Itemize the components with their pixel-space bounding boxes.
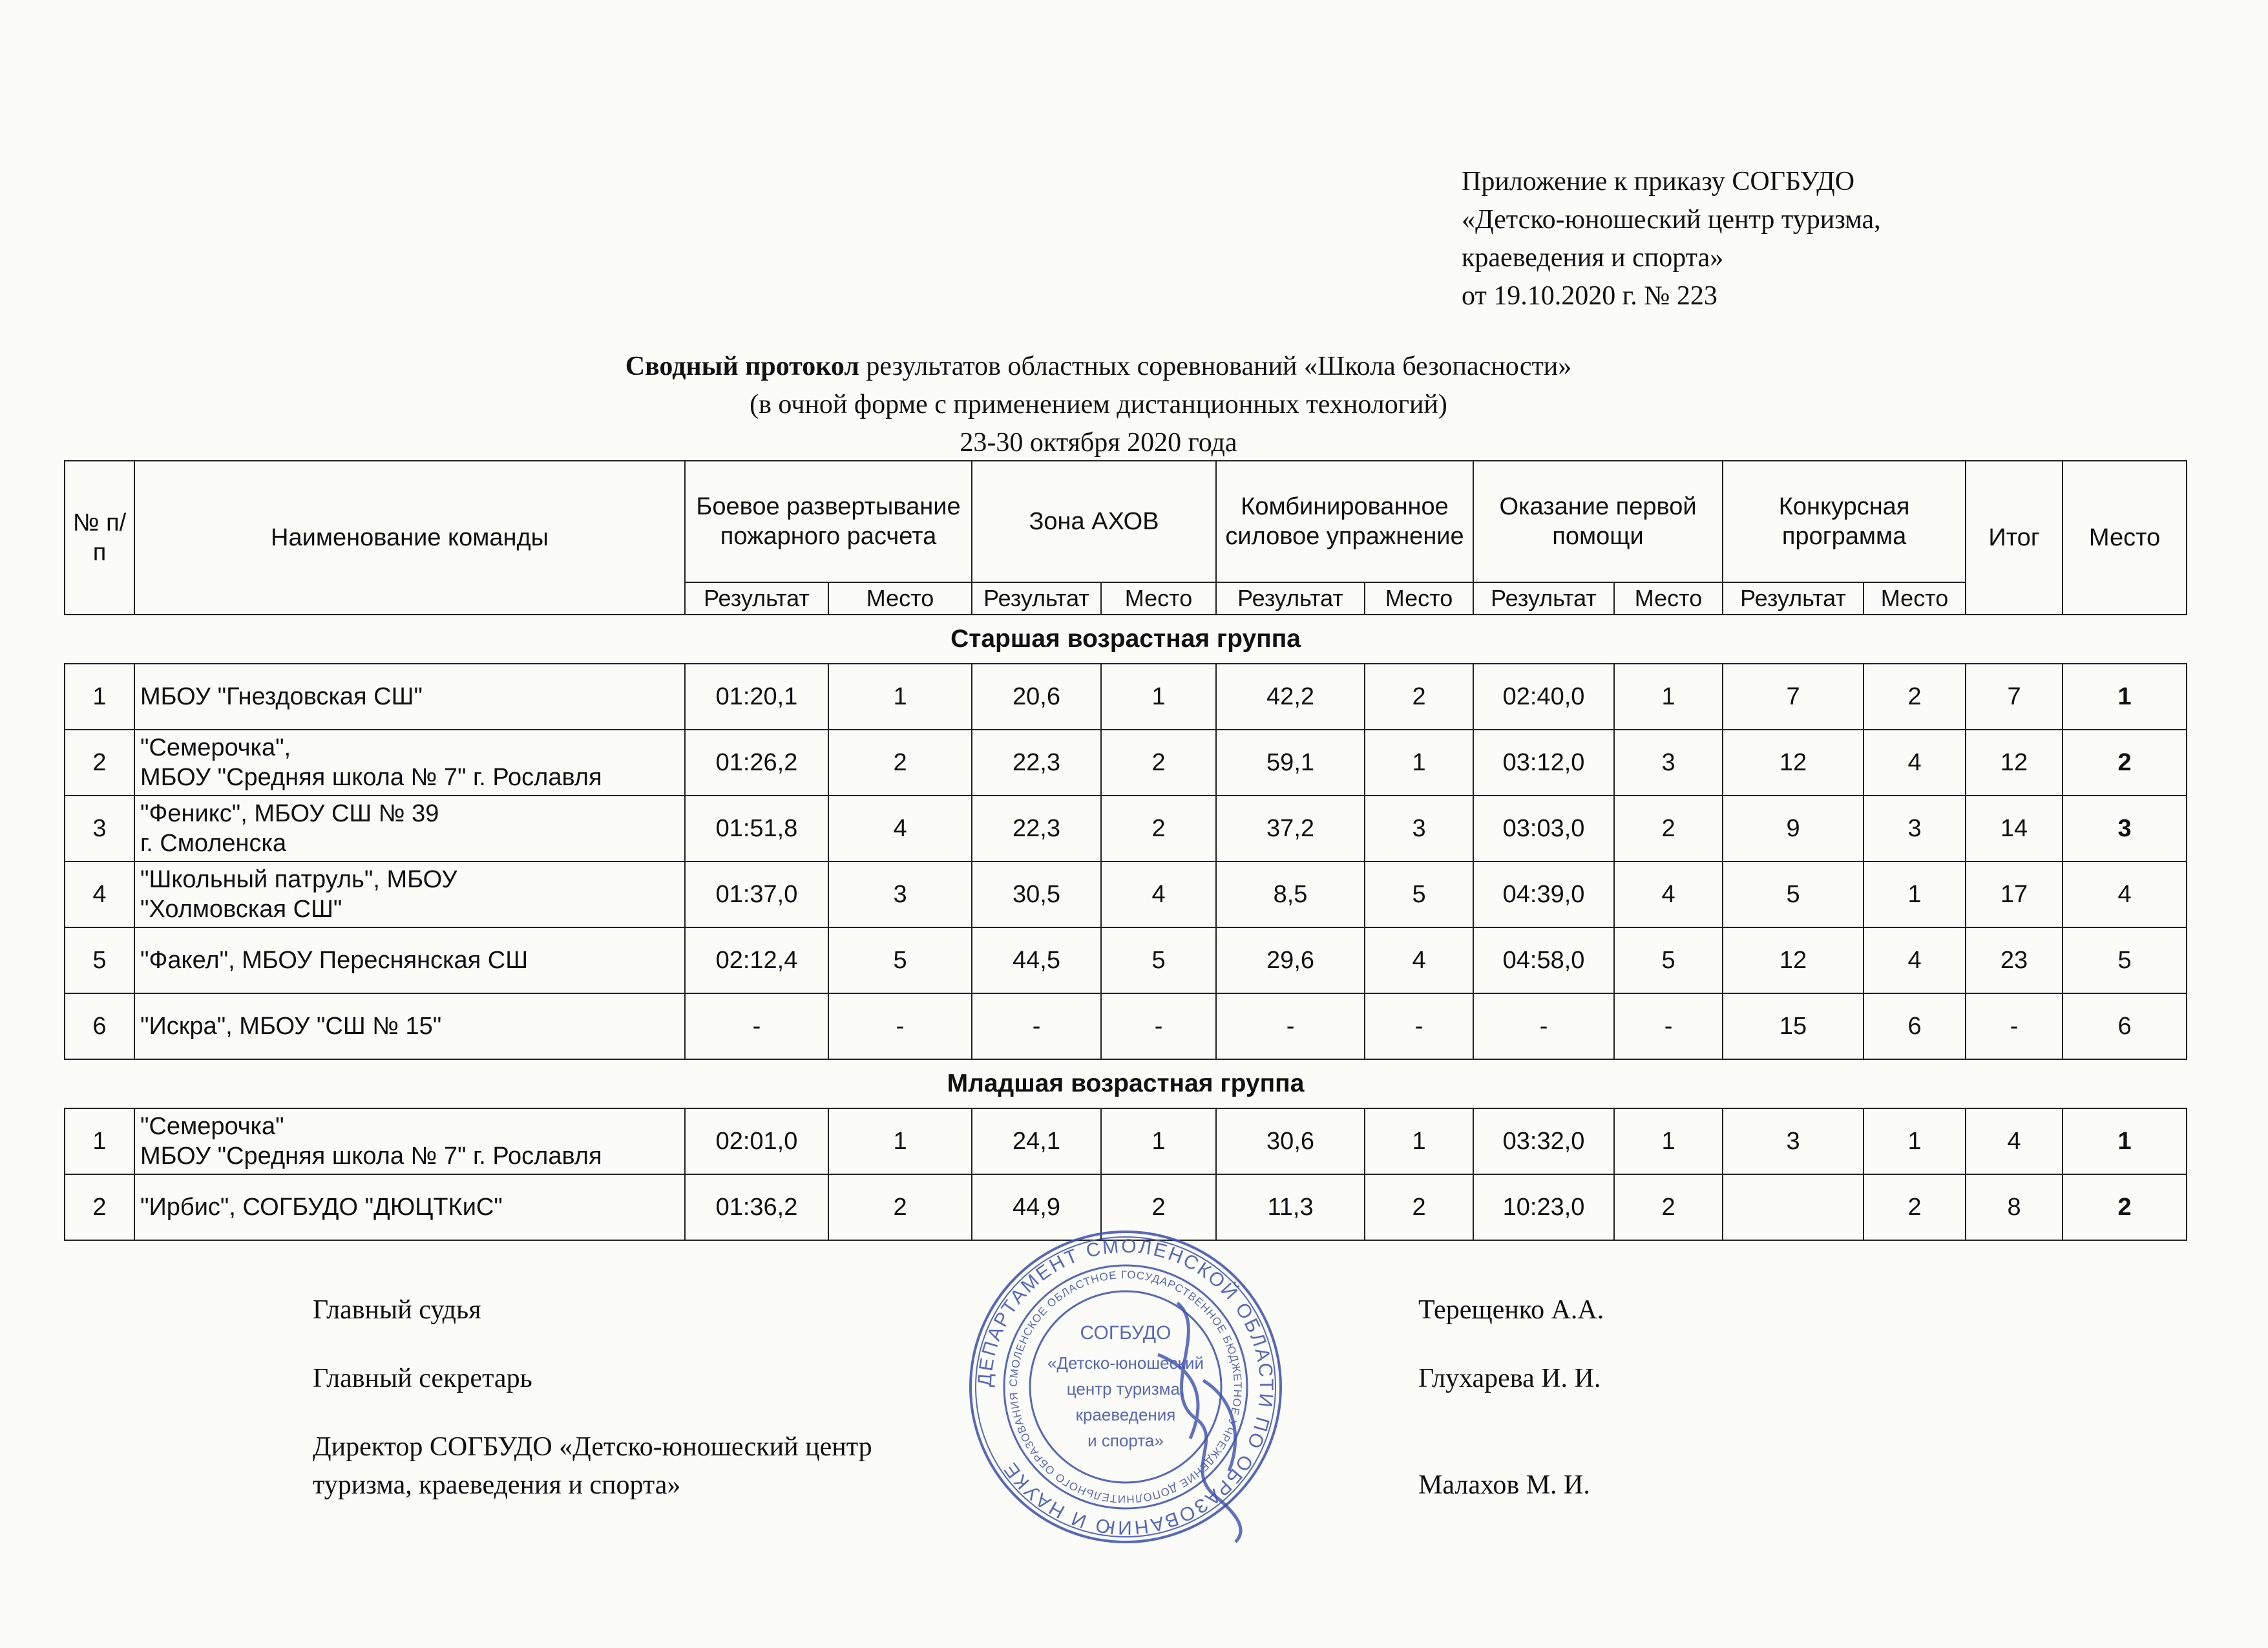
result-cell: 04:39,0 <box>1473 861 1614 927</box>
appendix-line-1: Приложение к приказу СОГБУДО <box>1462 167 1855 196</box>
table-row <box>65 927 2187 993</box>
result-cell: 2 <box>1101 796 1216 861</box>
table-row <box>65 861 2187 927</box>
result-cell <box>1723 1174 1864 1240</box>
result-cell: 10:23,0 <box>1473 1174 1614 1240</box>
result-cell: 1 <box>828 664 972 730</box>
row-number: 5 <box>65 927 134 993</box>
final-place-cell: 5 <box>2063 927 2187 993</box>
result-cell: 12 <box>1966 730 2063 796</box>
result-cell: 11,3 <box>1216 1174 1365 1240</box>
result-cell: 3 <box>828 861 972 927</box>
result-cell: 1 <box>1101 664 1216 730</box>
result-cell: 4 <box>1101 861 1216 927</box>
team-name <box>134 664 685 730</box>
header-stage-2: Зона АХОВ <box>972 461 1216 582</box>
team-name <box>134 1108 685 1174</box>
result-cell: 7 <box>1966 664 2063 730</box>
result-cell: - <box>1473 993 1614 1059</box>
result-cell: - <box>1101 993 1216 1059</box>
row-number: 3 <box>65 796 134 861</box>
team-name-line-1: "Семерочка" <box>140 1113 284 1140</box>
result-cell: 03:03,0 <box>1473 796 1614 861</box>
team-name <box>134 861 685 927</box>
result-cell: 4 <box>828 796 972 861</box>
result-cell: 2 <box>1365 1174 1473 1240</box>
title-line-3: 23-30 октября 2020 года <box>960 428 1237 458</box>
final-place-cell: 1 <box>2063 1108 2187 1174</box>
result-cell: 01:26,2 <box>685 730 828 796</box>
stamp-center-line-5: и спорта» <box>1087 1431 1164 1450</box>
result-cell: 01:51,8 <box>685 796 828 861</box>
result-cell: 8 <box>1966 1174 2063 1240</box>
subheader-place: Место <box>1614 582 1723 615</box>
result-cell: 5 <box>1365 861 1473 927</box>
result-cell: 9 <box>1723 796 1864 861</box>
header-num: № п/п <box>65 461 134 615</box>
result-cell: 59,1 <box>1216 730 1365 796</box>
result-cell: - <box>972 993 1101 1059</box>
result-cell: 2 <box>828 730 972 796</box>
result-cell: 2 <box>1614 1174 1723 1240</box>
final-place-cell: 1 <box>2063 664 2187 730</box>
result-cell: 22,3 <box>972 796 1101 861</box>
result-cell: 02:40,0 <box>1473 664 1614 730</box>
result-cell: 1 <box>1365 730 1473 796</box>
result-cell: 1 <box>828 1108 972 1174</box>
team-name-line-1: "Искра", МБОУ "СШ № 15" <box>140 1013 442 1040</box>
subheader-result: Результат <box>1473 582 1614 615</box>
subheader-result: Результат <box>972 582 1101 615</box>
result-cell: 42,2 <box>1216 664 1365 730</box>
result-cell: 1 <box>1614 1108 1723 1174</box>
team-name <box>134 730 685 796</box>
header-stage-4: Оказание первой помощи <box>1473 461 1723 582</box>
result-cell: 29,6 <box>1216 927 1365 993</box>
header-stage-1: Боевое развертывание пожарного расчета <box>685 461 972 582</box>
subheader-place: Место <box>1365 582 1473 615</box>
result-cell: 22,3 <box>972 730 1101 796</box>
result-cell: 3 <box>1864 796 1966 861</box>
result-cell: 14 <box>1966 796 2063 861</box>
stamp-center-line-4: краеведения <box>1075 1405 1176 1424</box>
result-cell: 44,5 <box>972 927 1101 993</box>
result-cell: 30,5 <box>972 861 1101 927</box>
chief-secretary-name: Глухарева И. И. <box>1418 1364 1601 1393</box>
chief-secretary-label: Главный секретарь <box>313 1364 532 1393</box>
appendix-line-2: «Детско-юношеский центр туризма, <box>1462 205 1881 235</box>
stamp-center-line-1: СОГБУДО <box>1080 1322 1171 1344</box>
result-cell: 4 <box>1966 1108 2063 1174</box>
table-row <box>65 993 2187 1059</box>
result-cell: 6 <box>1864 993 1966 1059</box>
result-cell: 2 <box>1101 730 1216 796</box>
result-cell: 44,9 <box>972 1174 1101 1240</box>
result-cell: 2 <box>1614 796 1723 861</box>
result-cell: 12 <box>1723 730 1864 796</box>
official-stamp <box>964 1225 1287 1548</box>
team-name-line-2: МБОУ "Средняя школа № 7" г. Рославля <box>140 1143 602 1170</box>
table-row <box>65 664 2187 730</box>
result-cell: 4 <box>1614 861 1723 927</box>
result-cell: 03:32,0 <box>1473 1108 1614 1174</box>
subheader-place: Место <box>1101 582 1216 615</box>
result-cell: 01:36,2 <box>685 1174 828 1240</box>
team-name-line-1: МБОУ "Гнездовская СШ" <box>140 683 423 710</box>
result-cell: 02:12,4 <box>685 927 828 993</box>
table-row <box>65 796 2187 861</box>
result-cell: - <box>1966 993 2063 1059</box>
result-cell: 12 <box>1723 927 1864 993</box>
appendix-block <box>1462 163 2043 315</box>
subheader-result: Результат <box>1723 582 1864 615</box>
final-place-cell: 2 <box>2063 1174 2187 1240</box>
team-name-line-1: "Феникс", МБОУ СШ № 39 <box>140 800 439 827</box>
result-cell: 7 <box>1723 664 1864 730</box>
result-cell: 8,5 <box>1216 861 1365 927</box>
stamp-ring-text: ДЕПАРТАМЕНТ СМОЛЕНСКОЙ ОБЛАСТИ ПО ОБРАЗОВАНИЮ И НАУКЕ <box>974 1235 1277 1539</box>
title-bold: Сводный протокол <box>625 352 859 381</box>
result-cell: 01:37,0 <box>685 861 828 927</box>
row-number: 2 <box>65 730 134 796</box>
team-name <box>134 927 685 993</box>
junior-group-title: Младшая возрастная группа <box>65 1059 2187 1108</box>
result-cell: 3 <box>1365 796 1473 861</box>
team-name-line-2: "Холмовская СШ" <box>140 896 342 923</box>
result-cell: 02:01,0 <box>685 1108 828 1174</box>
header-total: Итог <box>1966 461 2063 615</box>
team-name-line-1: "Семерочка", <box>140 734 291 761</box>
result-cell: 5 <box>828 927 972 993</box>
team-name <box>134 1174 685 1240</box>
result-cell: 24,1 <box>972 1108 1101 1174</box>
result-cell: 2 <box>1365 664 1473 730</box>
result-cell: - <box>1365 993 1473 1059</box>
title-line-1 <box>0 348 2197 386</box>
header-stage-3: Комбинированное силовое упражнение <box>1216 461 1473 582</box>
result-cell: 01:20,1 <box>685 664 828 730</box>
result-cell: 37,2 <box>1216 796 1365 861</box>
team-name <box>134 993 685 1059</box>
team-name-line-2: г. Смоленска <box>140 830 287 857</box>
director-label-line-2: туризма, краеведения и спорта» <box>313 1470 681 1500</box>
subheader-place: Место <box>1864 582 1966 615</box>
appendix-line-4: от 19.10.2020 г. № 223 <box>1462 281 1717 311</box>
result-cell: 1 <box>1864 1108 1966 1174</box>
title-rest: результатов областных соревнований «Школа безопасности» <box>859 352 1572 381</box>
chief-judge-name: Терещенко А.А. <box>1418 1295 1604 1325</box>
stamp-center-line-2: «Детско-юношеский <box>1047 1353 1204 1373</box>
result-cell: 30,6 <box>1216 1108 1365 1174</box>
result-cell: 1 <box>1864 861 1966 927</box>
result-cell: 2 <box>1864 664 1966 730</box>
subheader-result: Результат <box>685 582 828 615</box>
final-place-cell: 2 <box>2063 730 2187 796</box>
stamp-inner-ring-text: СМОЛЕНСКОЕ ОБЛАСТНОЕ ГОСУДАРСТВЕННОЕ БЮДЖЕТНОЕ УЧРЕЖДЕНИЕ ДОПОЛНИТЕЛЬНОГО ОБРАЗОВАНИЯ <box>1007 1268 1244 1506</box>
team-name-line-2: МБОУ "Средняя школа № 7" г. Рославля <box>140 764 602 791</box>
header-stage-5: Конкурсная программа <box>1723 461 1966 582</box>
chief-judge-label: Главный судья <box>313 1295 481 1325</box>
result-cell: 1 <box>1614 664 1723 730</box>
team-name <box>134 796 685 861</box>
row-number: 1 <box>65 664 134 730</box>
director-name: Малахов М. И. <box>1418 1470 1590 1500</box>
result-cell: 2 <box>1101 1174 1216 1240</box>
result-cell: 4 <box>1864 730 1966 796</box>
result-cell: 4 <box>1365 927 1473 993</box>
row-number: 2 <box>65 1174 134 1240</box>
stamp-center-line-3: центр туризма, <box>1066 1379 1185 1399</box>
result-cell: 17 <box>1966 861 2063 927</box>
row-number: 6 <box>65 993 134 1059</box>
result-cell: 2 <box>828 1174 972 1240</box>
result-cell: 04:58,0 <box>1473 927 1614 993</box>
result-cell: - <box>828 993 972 1059</box>
final-place-cell: 4 <box>2063 861 2187 927</box>
final-place-cell: 3 <box>2063 796 2187 861</box>
header-team-name: Наименование команды <box>134 461 685 615</box>
result-cell: 15 <box>1723 993 1864 1059</box>
result-cell: 03:12,0 <box>1473 730 1614 796</box>
final-place-cell: 6 <box>2063 993 2187 1059</box>
subheader-result: Результат <box>1216 582 1365 615</box>
result-cell: - <box>1216 993 1365 1059</box>
result-cell: 4 <box>1864 927 1966 993</box>
senior-group-title: Старшая возрастная группа <box>65 615 2187 664</box>
results-table <box>64 460 2187 1241</box>
team-name-line-1: "Ирбис", СОГБУДО "ДЮЦТКиС" <box>140 1194 503 1221</box>
table-row <box>65 730 2187 796</box>
result-cell: 3 <box>1614 730 1723 796</box>
result-cell: 1 <box>1365 1108 1473 1174</box>
result-cell: 3 <box>1723 1108 1864 1174</box>
result-cell: - <box>1614 993 1723 1059</box>
header-place: Место <box>2063 461 2187 615</box>
result-cell: 20,6 <box>972 664 1101 730</box>
result-cell: 2 <box>1864 1174 1966 1240</box>
result-cell: 1 <box>1101 1108 1216 1174</box>
team-name-line-1: "Факел", МБОУ Переснянская СШ <box>140 947 529 974</box>
table-row <box>65 1108 2187 1174</box>
row-number: 4 <box>65 861 134 927</box>
result-cell: 23 <box>1966 927 2063 993</box>
result-cell: - <box>685 993 828 1059</box>
row-number: 1 <box>65 1108 134 1174</box>
title-line-2: (в очной форме с применением дистанционных технологий) <box>750 390 1447 419</box>
result-cell: 5 <box>1723 861 1864 927</box>
result-cell: 5 <box>1101 927 1216 993</box>
document-title <box>0 348 2197 462</box>
result-cell: 5 <box>1614 927 1723 993</box>
team-name-line-1: "Школьный патруль", МБОУ <box>140 866 457 893</box>
appendix-line-3: краеведения и спорта» <box>1462 243 1724 273</box>
director-label-line-1: Директор СОГБУДО «Детско-юношеский центр <box>313 1432 872 1462</box>
subheader-place: Место <box>828 582 972 615</box>
